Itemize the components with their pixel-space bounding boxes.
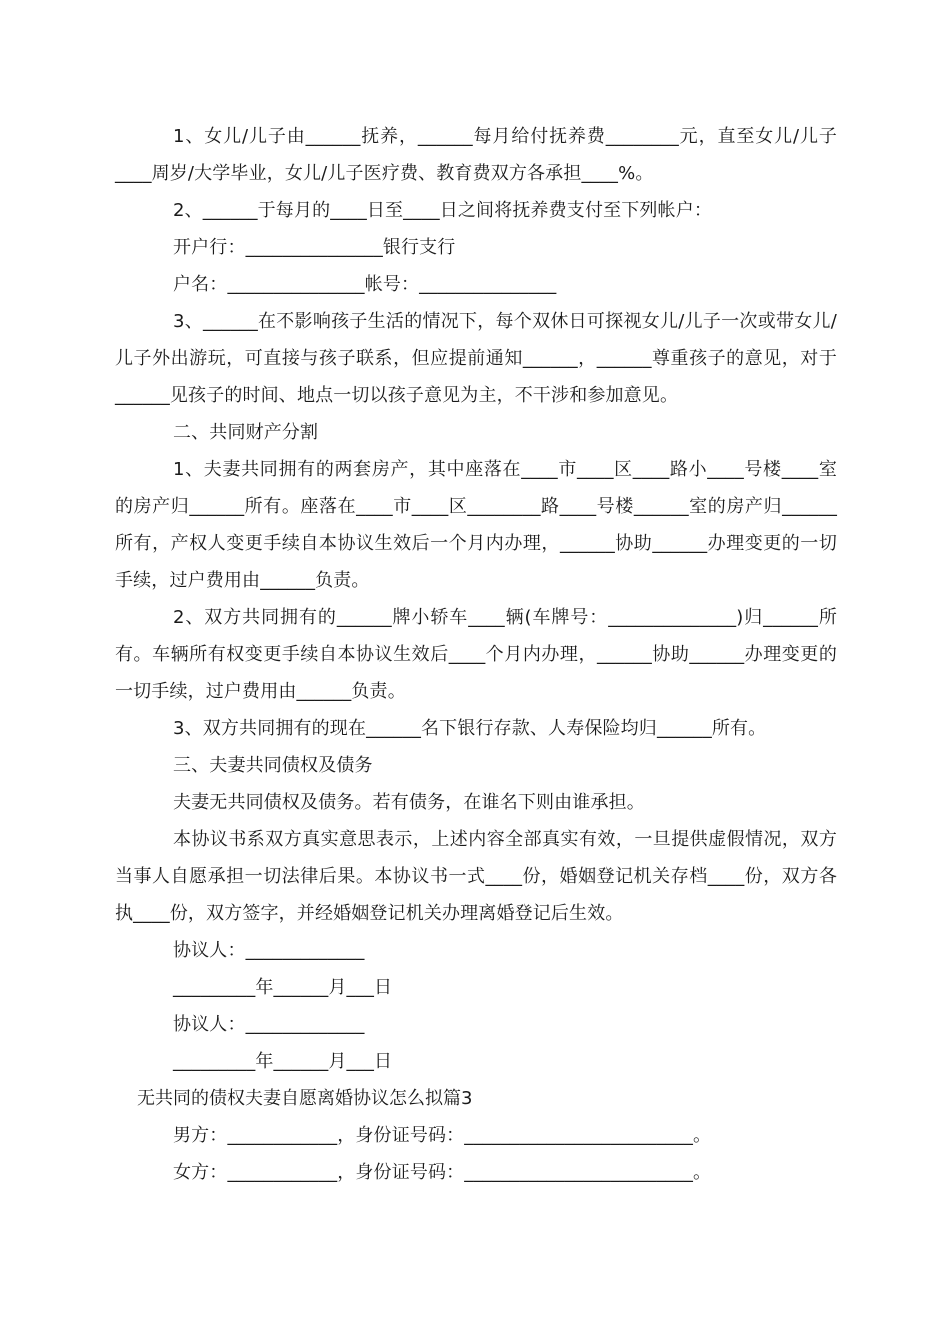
paragraph-payment-schedule: 2、______于每月的____日至____日之间将抚养费支付至下列帐户：	[173, 200, 712, 221]
section-title: 无共同的债权夫妻自愿离婚协议怎么拟篇3	[137, 1088, 473, 1109]
paragraph-declaration: 本协议书系双方真实意思表示，上述内容全部真实有效，一旦提供虚假情况，双方当事人自愿承担一切法律后果。本协议书一式____份，婚姻登记机关存档____份，双方各执____份，双方签字，并经婚姻登记机关办理离婚登记后生效。	[115, 829, 837, 924]
signatory-line-1: 协议人：_____________	[173, 940, 365, 961]
bank-name-line: 开户行：_______________银行支行	[173, 237, 456, 258]
signatory-line-2: 协议人：_____________	[173, 1014, 365, 1035]
paragraph-property-savings: 3、双方共同拥有的现在______名下银行存款、人寿保险均归______所有。	[173, 718, 767, 739]
date-line-2: _________年______月___日	[173, 1051, 393, 1072]
section-heading-debts: 三、夫妻共同债权及债务	[173, 755, 373, 776]
document-body	[115, 118, 837, 1191]
paragraph-child-custody: 1、女儿/儿子由______抚养，______每月给付抚养费________元，直至女儿/儿子____周岁/大学毕业，女儿/儿子医疗费、教育费双方各承担____%。	[115, 126, 837, 184]
male-party-line: 男方：____________，身份证号码：_________________________。	[173, 1125, 712, 1146]
section-heading-property: 二、共同财产分割	[173, 422, 319, 443]
female-party-line: 女方：____________，身份证号码：_________________________。	[173, 1162, 712, 1183]
date-line-1: _________年______月___日	[173, 977, 393, 998]
paragraph-property-houses: 1、夫妻共同拥有的两套房产，其中座落在____市____区____路小____号楼____室的房产归______所有。座落在____市____区________路____号楼______室的房产归______所有，产权人变更手续自本协议生效后一个月内办理，______协助______办理变更的一切手续，过户费用由______负责。	[115, 459, 837, 591]
paragraph-debts: 夫妻无共同债权及债务。若有债务，在谁名下则由谁承担。	[173, 792, 645, 813]
paragraph-visitation: 3、______在不影响孩子生活的情况下，每个双休日可探视女儿/儿子一次或带女儿/儿子外出游玩，可直接与孩子联系，但应提前通知______，______尊重孩子的意见，对于______见孩子的时间、地点一切以孩子意见为主，不干涉和参加意见。	[115, 311, 837, 406]
paragraph-property-car: 2、双方共同拥有的______牌小轿车____辆(车牌号：______________)归______所有。车辆所有权变更手续自本协议生效后____个月内办理，______协助______办理变更的一切手续，过户费用由______负责。	[115, 607, 837, 702]
account-name-line: 户名：_______________帐号：_______________	[173, 274, 557, 295]
